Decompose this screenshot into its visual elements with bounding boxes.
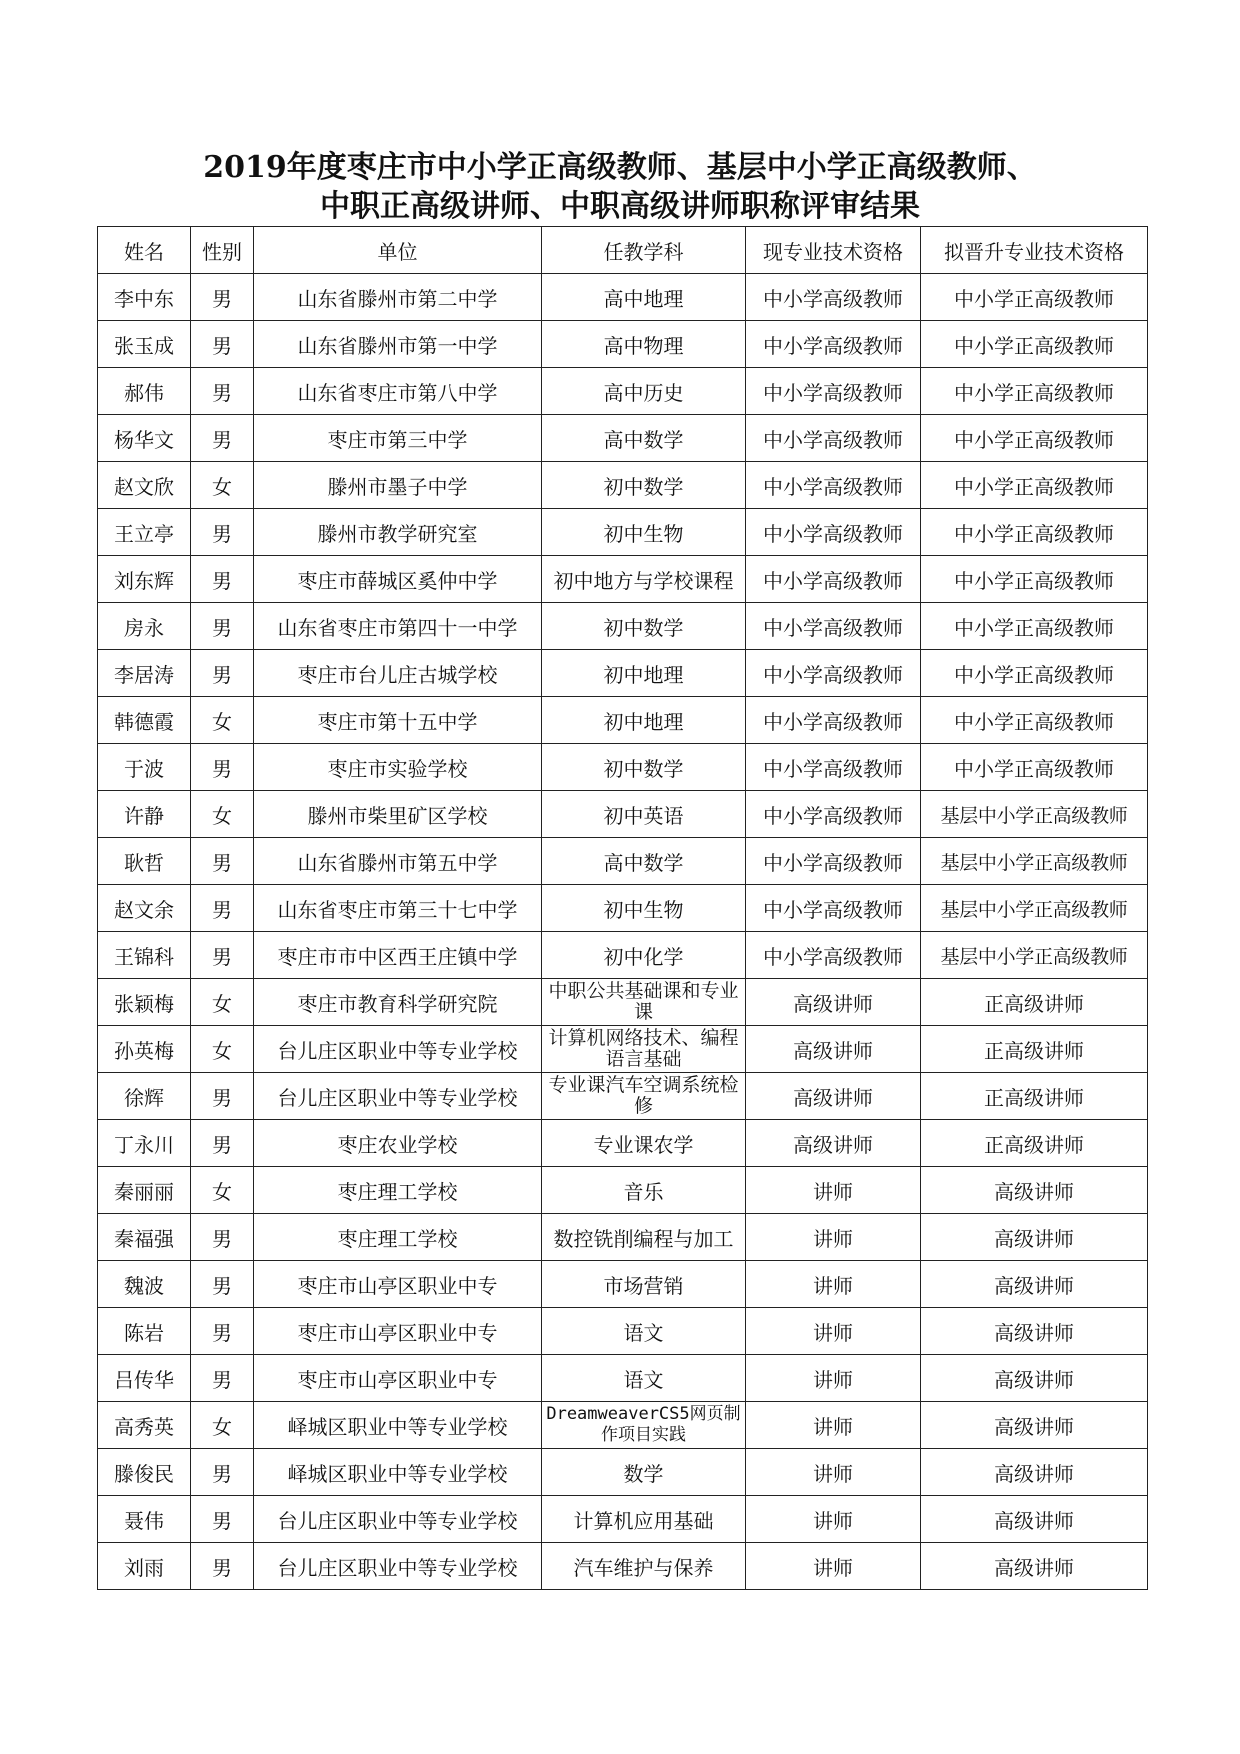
cell-subject: 初中数学 bbox=[542, 744, 746, 791]
cell-unit: 山东省枣庄市第三十七中学 bbox=[254, 885, 542, 932]
cell-subject: 初中地方与学校课程 bbox=[542, 556, 746, 603]
table-row bbox=[98, 462, 1148, 509]
cell-gender: 男 bbox=[191, 838, 254, 885]
cell-gender: 女 bbox=[191, 462, 254, 509]
cell-name: 李居涛 bbox=[98, 650, 191, 697]
cell-gender: 男 bbox=[191, 1449, 254, 1496]
cell-proposed: 高级讲师 bbox=[921, 1449, 1148, 1496]
cell-name: 张颖梅 bbox=[98, 979, 191, 1026]
cell-unit: 峄城区职业中等专业学校 bbox=[254, 1449, 542, 1496]
cell-subject: 音乐 bbox=[542, 1167, 746, 1214]
cell-proposed: 正高级讲师 bbox=[921, 979, 1148, 1026]
cell-current: 中小学高级教师 bbox=[746, 932, 921, 979]
cell-proposed: 中小学正高级教师 bbox=[921, 650, 1148, 697]
table-row bbox=[98, 1261, 1148, 1308]
cell-proposed: 高级讲师 bbox=[921, 1355, 1148, 1402]
table-row bbox=[98, 1026, 1148, 1073]
cell-gender: 女 bbox=[191, 1026, 254, 1073]
cell-proposed: 高级讲师 bbox=[921, 1308, 1148, 1355]
cell-proposed: 正高级讲师 bbox=[921, 1026, 1148, 1073]
cell-current: 中小学高级教师 bbox=[746, 321, 921, 368]
cell-subject: 语文 bbox=[542, 1355, 746, 1402]
table-row bbox=[98, 744, 1148, 791]
table-row bbox=[98, 1543, 1148, 1590]
cell-unit: 山东省滕州市第二中学 bbox=[254, 274, 542, 321]
table-row bbox=[98, 603, 1148, 650]
results-table bbox=[97, 226, 1148, 1590]
cell-gender: 男 bbox=[191, 1308, 254, 1355]
cell-subject: 初中生物 bbox=[542, 509, 746, 556]
cell-name: 郝伟 bbox=[98, 368, 191, 415]
cell-gender: 女 bbox=[191, 1402, 254, 1449]
cell-unit: 山东省枣庄市第四十一中学 bbox=[254, 603, 542, 650]
cell-subject: 专业课农学 bbox=[542, 1120, 746, 1167]
cell-name: 韩德霞 bbox=[98, 697, 191, 744]
cell-unit: 峄城区职业中等专业学校 bbox=[254, 1402, 542, 1449]
cell-proposed: 中小学正高级教师 bbox=[921, 462, 1148, 509]
cell-name: 赵文欣 bbox=[98, 462, 191, 509]
table-row bbox=[98, 885, 1148, 932]
cell-proposed: 高级讲师 bbox=[921, 1496, 1148, 1543]
cell-current: 中小学高级教师 bbox=[746, 791, 921, 838]
cell-current: 高级讲师 bbox=[746, 1120, 921, 1167]
cell-name: 刘东辉 bbox=[98, 556, 191, 603]
cell-name: 王锦科 bbox=[98, 932, 191, 979]
header-name: 姓名 bbox=[98, 227, 191, 274]
table-row bbox=[98, 697, 1148, 744]
header-current-qualification: 现专业技术资格 bbox=[746, 227, 921, 274]
cell-current: 中小学高级教师 bbox=[746, 697, 921, 744]
cell-subject: 高中数学 bbox=[542, 415, 746, 462]
cell-current: 中小学高级教师 bbox=[746, 509, 921, 556]
cell-subject: 计算机应用基础 bbox=[542, 1496, 746, 1543]
cell-proposed: 中小学正高级教师 bbox=[921, 556, 1148, 603]
table-row bbox=[98, 791, 1148, 838]
cell-subject: 语文 bbox=[542, 1308, 746, 1355]
cell-name: 王立亭 bbox=[98, 509, 191, 556]
cell-proposed: 基层中小学正高级教师 bbox=[921, 838, 1148, 885]
cell-name: 杨华文 bbox=[98, 415, 191, 462]
table-row bbox=[98, 932, 1148, 979]
cell-gender: 男 bbox=[191, 1355, 254, 1402]
table-row bbox=[98, 1214, 1148, 1261]
cell-name: 秦福强 bbox=[98, 1214, 191, 1261]
table-row bbox=[98, 1308, 1148, 1355]
table-row bbox=[98, 274, 1148, 321]
cell-unit: 枣庄市山亭区职业中专 bbox=[254, 1261, 542, 1308]
cell-unit: 枣庄市实验学校 bbox=[254, 744, 542, 791]
table-row bbox=[98, 650, 1148, 697]
cell-unit: 枣庄市山亭区职业中专 bbox=[254, 1308, 542, 1355]
cell-unit: 山东省枣庄市第八中学 bbox=[254, 368, 542, 415]
cell-name: 孙英梅 bbox=[98, 1026, 191, 1073]
cell-name: 张玉成 bbox=[98, 321, 191, 368]
cell-name: 丁永川 bbox=[98, 1120, 191, 1167]
cell-gender: 男 bbox=[191, 1261, 254, 1308]
cell-subject: 中职公共基础课和专业课 bbox=[542, 979, 746, 1026]
cell-proposed: 高级讲师 bbox=[921, 1261, 1148, 1308]
cell-current: 讲师 bbox=[746, 1167, 921, 1214]
cell-unit: 台儿庄区职业中等专业学校 bbox=[254, 1543, 542, 1590]
cell-subject: 初中数学 bbox=[542, 603, 746, 650]
table-row bbox=[98, 1496, 1148, 1543]
cell-name: 高秀英 bbox=[98, 1402, 191, 1449]
cell-subject: 初中英语 bbox=[542, 791, 746, 838]
cell-unit: 枣庄市第三中学 bbox=[254, 415, 542, 462]
cell-proposed: 中小学正高级教师 bbox=[921, 697, 1148, 744]
document-title-line-2: 中职正高级讲师、中职高级讲师职称评审结果 bbox=[320, 189, 920, 224]
cell-unit: 枣庄理工学校 bbox=[254, 1167, 542, 1214]
cell-gender: 男 bbox=[191, 744, 254, 791]
cell-gender: 男 bbox=[191, 1073, 254, 1120]
cell-current: 中小学高级教师 bbox=[746, 415, 921, 462]
table-header-row bbox=[98, 227, 1148, 274]
cell-subject: 市场营销 bbox=[542, 1261, 746, 1308]
cell-proposed: 中小学正高级教师 bbox=[921, 744, 1148, 791]
cell-proposed: 基层中小学正高级教师 bbox=[921, 791, 1148, 838]
cell-subject: 数学 bbox=[542, 1449, 746, 1496]
cell-unit: 滕州市墨子中学 bbox=[254, 462, 542, 509]
cell-name: 陈岩 bbox=[98, 1308, 191, 1355]
cell-unit: 台儿庄区职业中等专业学校 bbox=[254, 1026, 542, 1073]
cell-proposed: 高级讲师 bbox=[921, 1543, 1148, 1590]
cell-current: 中小学高级教师 bbox=[746, 744, 921, 791]
cell-current: 讲师 bbox=[746, 1308, 921, 1355]
table-row bbox=[98, 1449, 1148, 1496]
cell-gender: 男 bbox=[191, 556, 254, 603]
cell-current: 讲师 bbox=[746, 1496, 921, 1543]
cell-name: 吕传华 bbox=[98, 1355, 191, 1402]
cell-unit: 台儿庄区职业中等专业学校 bbox=[254, 1073, 542, 1120]
cell-subject: 汽车维护与保养 bbox=[542, 1543, 746, 1590]
cell-gender: 男 bbox=[191, 1214, 254, 1261]
table-row bbox=[98, 321, 1148, 368]
cell-unit: 山东省滕州市第五中学 bbox=[254, 838, 542, 885]
cell-gender: 女 bbox=[191, 791, 254, 838]
cell-proposed: 中小学正高级教师 bbox=[921, 321, 1148, 368]
cell-unit: 枣庄市山亭区职业中专 bbox=[254, 1355, 542, 1402]
cell-proposed: 中小学正高级教师 bbox=[921, 509, 1148, 556]
cell-subject: 初中地理 bbox=[542, 650, 746, 697]
table-row bbox=[98, 1355, 1148, 1402]
cell-unit: 枣庄市市中区西王庄镇中学 bbox=[254, 932, 542, 979]
cell-name: 耿哲 bbox=[98, 838, 191, 885]
cell-gender: 男 bbox=[191, 1543, 254, 1590]
table-row bbox=[98, 509, 1148, 556]
cell-proposed: 中小学正高级教师 bbox=[921, 274, 1148, 321]
table-row bbox=[98, 368, 1148, 415]
cell-current: 中小学高级教师 bbox=[746, 368, 921, 415]
document-title-line-1: 2019年度枣庄市中小学正高级教师、基层中小学正高级教师、 bbox=[203, 150, 1037, 185]
table-row bbox=[98, 415, 1148, 462]
cell-current: 讲师 bbox=[746, 1543, 921, 1590]
cell-subject: 数控铣削编程与加工 bbox=[542, 1214, 746, 1261]
cell-gender: 男 bbox=[191, 1496, 254, 1543]
cell-gender: 男 bbox=[191, 603, 254, 650]
cell-unit: 枣庄农业学校 bbox=[254, 1120, 542, 1167]
cell-name: 李中东 bbox=[98, 274, 191, 321]
cell-gender: 男 bbox=[191, 932, 254, 979]
cell-gender: 男 bbox=[191, 368, 254, 415]
cell-name: 聂伟 bbox=[98, 1496, 191, 1543]
cell-gender: 女 bbox=[191, 1167, 254, 1214]
cell-proposed: 基层中小学正高级教师 bbox=[921, 932, 1148, 979]
cell-current: 中小学高级教师 bbox=[746, 556, 921, 603]
cell-current: 中小学高级教师 bbox=[746, 274, 921, 321]
table-row bbox=[98, 1167, 1148, 1214]
cell-name: 秦丽丽 bbox=[98, 1167, 191, 1214]
cell-current: 讲师 bbox=[746, 1449, 921, 1496]
cell-name: 许静 bbox=[98, 791, 191, 838]
cell-proposed: 中小学正高级教师 bbox=[921, 368, 1148, 415]
cell-gender: 男 bbox=[191, 415, 254, 462]
cell-current: 高级讲师 bbox=[746, 979, 921, 1026]
cell-gender: 男 bbox=[191, 885, 254, 932]
cell-current: 中小学高级教师 bbox=[746, 650, 921, 697]
header-gender: 性别 bbox=[191, 227, 254, 274]
table-row bbox=[98, 1120, 1148, 1167]
cell-current: 中小学高级教师 bbox=[746, 462, 921, 509]
header-proposed-qualification: 拟晋升专业技术资格 bbox=[921, 227, 1148, 274]
table-row bbox=[98, 556, 1148, 603]
cell-current: 讲师 bbox=[746, 1261, 921, 1308]
cell-name: 房永 bbox=[98, 603, 191, 650]
table-row bbox=[98, 979, 1148, 1026]
cell-proposed: 基层中小学正高级教师 bbox=[921, 885, 1148, 932]
cell-unit: 台儿庄区职业中等专业学校 bbox=[254, 1496, 542, 1543]
table-body bbox=[98, 274, 1148, 1590]
cell-unit: 枣庄市第十五中学 bbox=[254, 697, 542, 744]
cell-name: 滕俊民 bbox=[98, 1449, 191, 1496]
cell-proposed: 正高级讲师 bbox=[921, 1120, 1148, 1167]
cell-gender: 男 bbox=[191, 321, 254, 368]
cell-proposed: 高级讲师 bbox=[921, 1402, 1148, 1449]
header-unit: 单位 bbox=[254, 227, 542, 274]
cell-name: 徐辉 bbox=[98, 1073, 191, 1120]
cell-subject: 高中地理 bbox=[542, 274, 746, 321]
cell-gender: 男 bbox=[191, 1120, 254, 1167]
cell-subject: DreamweaverCS5网页制作项目实践 bbox=[542, 1402, 746, 1449]
cell-current: 高级讲师 bbox=[746, 1073, 921, 1120]
cell-gender: 男 bbox=[191, 509, 254, 556]
cell-gender: 女 bbox=[191, 979, 254, 1026]
cell-current: 中小学高级教师 bbox=[746, 603, 921, 650]
cell-proposed: 正高级讲师 bbox=[921, 1073, 1148, 1120]
cell-proposed: 中小学正高级教师 bbox=[921, 603, 1148, 650]
cell-proposed: 高级讲师 bbox=[921, 1167, 1148, 1214]
cell-subject: 初中化学 bbox=[542, 932, 746, 979]
table-row bbox=[98, 838, 1148, 885]
cell-gender: 男 bbox=[191, 650, 254, 697]
cell-name: 刘雨 bbox=[98, 1543, 191, 1590]
cell-subject: 高中历史 bbox=[542, 368, 746, 415]
cell-subject: 专业课汽车空调系统检修 bbox=[542, 1073, 746, 1120]
cell-gender: 女 bbox=[191, 697, 254, 744]
cell-unit: 枣庄市薛城区奚仲中学 bbox=[254, 556, 542, 603]
cell-unit: 滕州市柴里矿区学校 bbox=[254, 791, 542, 838]
cell-subject: 初中地理 bbox=[542, 697, 746, 744]
cell-gender: 男 bbox=[191, 274, 254, 321]
cell-subject: 高中物理 bbox=[542, 321, 746, 368]
cell-unit: 枣庄市教育科学研究院 bbox=[254, 979, 542, 1026]
cell-current: 中小学高级教师 bbox=[746, 838, 921, 885]
cell-unit: 枣庄市台儿庄古城学校 bbox=[254, 650, 542, 697]
cell-current: 讲师 bbox=[746, 1402, 921, 1449]
cell-name: 赵文余 bbox=[98, 885, 191, 932]
cell-name: 于波 bbox=[98, 744, 191, 791]
cell-current: 讲师 bbox=[746, 1214, 921, 1261]
cell-name: 魏波 bbox=[98, 1261, 191, 1308]
table-row bbox=[98, 1073, 1148, 1120]
cell-current: 讲师 bbox=[746, 1355, 921, 1402]
header-subject: 任教学科 bbox=[542, 227, 746, 274]
cell-unit: 山东省滕州市第一中学 bbox=[254, 321, 542, 368]
cell-current: 中小学高级教师 bbox=[746, 885, 921, 932]
cell-current: 高级讲师 bbox=[746, 1026, 921, 1073]
cell-subject: 高中数学 bbox=[542, 838, 746, 885]
cell-unit: 枣庄理工学校 bbox=[254, 1214, 542, 1261]
cell-unit: 滕州市教学研究室 bbox=[254, 509, 542, 556]
cell-subject: 初中生物 bbox=[542, 885, 746, 932]
cell-proposed: 高级讲师 bbox=[921, 1214, 1148, 1261]
cell-subject: 计算机网络技术、编程语言基础 bbox=[542, 1026, 746, 1073]
cell-subject: 初中数学 bbox=[542, 462, 746, 509]
table-row bbox=[98, 1402, 1148, 1449]
cell-proposed: 中小学正高级教师 bbox=[921, 415, 1148, 462]
